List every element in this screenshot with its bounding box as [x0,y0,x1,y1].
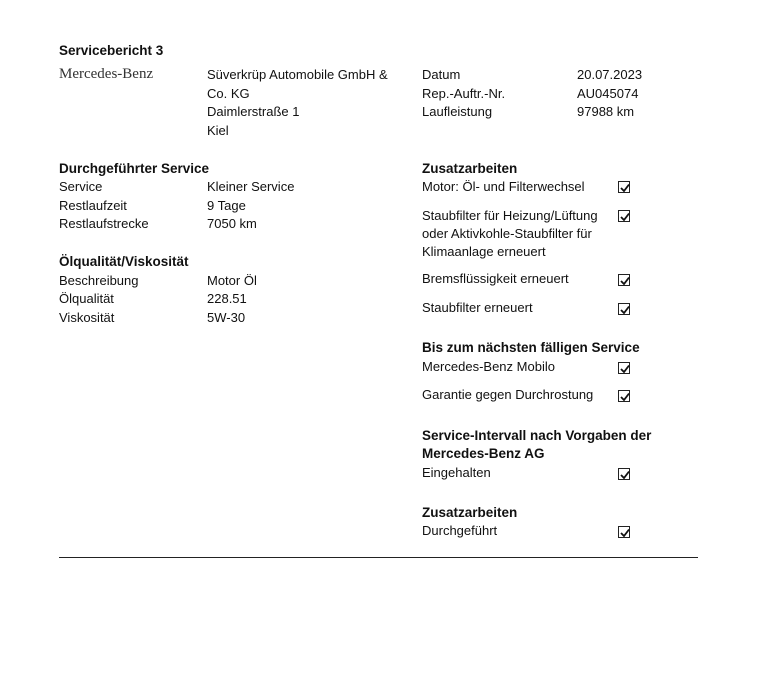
checkbox-dust-filter-heating[interactable] [618,210,630,222]
extra-work-item-label: Bremsflüssigkeit erneuert [422,271,569,286]
next-service-heading: Bis zum nächsten fälligen Service [422,340,640,355]
checkbox-dust-filter[interactable] [618,303,630,315]
checkmark-icon [619,363,631,375]
remaining-distance-value: 7050 km [207,216,257,231]
bottom-divider [59,557,698,558]
oil-description-label: Beschreibung [59,273,139,288]
report-title: Servicebericht 3 [59,43,164,58]
meta-value-mileage: 97988 km [577,104,635,119]
checkbox-brake-fluid[interactable] [618,274,630,286]
dealer-name-line1: Süverkrüp Automobile GmbH & [207,67,388,82]
oil-quality-value: 228.51 [207,291,247,306]
checkmark-icon [619,527,631,539]
dealer-street: Daimlerstraße 1 [207,104,300,119]
checkmark-icon [619,304,631,316]
meta-label-date: Datum [422,67,461,82]
checkmark-icon [619,211,631,223]
checkmark-icon [619,182,631,194]
checkbox-interval-kept[interactable] [618,468,630,480]
checkbox-oil-filter-change[interactable] [618,181,630,193]
extra-work-2-item-label: Durchgeführt [422,523,498,538]
meta-value-date: 20.07.2023 [577,67,643,82]
service-value: Kleiner Service [207,179,295,194]
brand-name: Mercedes-Benz [59,66,154,82]
dealer-name-line2: Co. KG [207,86,250,101]
checkmark-icon [619,391,631,403]
remaining-distance-label: Restlaufstrecke [59,216,149,231]
dealer-city: Kiel [207,123,229,138]
service-label: Service [59,179,103,194]
oil-description-value: Motor Öl [207,273,257,288]
remaining-time-label: Restlaufzeit [59,198,127,213]
extra-work-item-label: Motor: Öl- und Filterwechsel [422,179,585,194]
checkbox-mobilo[interactable] [618,362,630,374]
oil-quality-label: Ölqualität [59,291,114,306]
next-service-item-label: Garantie gegen Durchrostung [422,387,594,402]
service-heading: Durchgeführter Service [59,161,210,176]
checkbox-rust-warranty[interactable] [618,390,630,402]
checkmark-icon [619,469,631,481]
viscosity-value: 5W-30 [207,310,246,325]
oil-heading: Ölqualität/Viskosität [59,254,189,269]
interval-item-label: Eingehalten [422,465,491,480]
extra-work-heading: Zusatzarbeiten [422,161,518,176]
extra-work-item-label: Staubfilter erneuert [422,300,533,315]
remaining-time-value: 9 Tage [207,198,246,213]
meta-label-mileage: Laufleistung [422,104,493,119]
extra-work-item-label: Staubfilter für Heizung/Lüftung oder Aktivkohle-Staubfilter für Klimaanlage erneuert [422,208,598,259]
checkbox-extra-work-done[interactable] [618,526,630,538]
viscosity-label: Viskosität [59,310,115,325]
next-service-item-label: Mercedes-Benz Mobilo [422,359,555,374]
meta-value-order: AU045074 [577,86,639,101]
meta-label-order: Rep.-Auftr.-Nr. [422,86,506,101]
checkmark-icon [619,275,631,287]
extra-work-2-heading: Zusatzarbeiten [422,505,518,520]
interval-heading: Service-Intervall nach Vorgaben der Mercedes-Benz AG [422,428,652,461]
